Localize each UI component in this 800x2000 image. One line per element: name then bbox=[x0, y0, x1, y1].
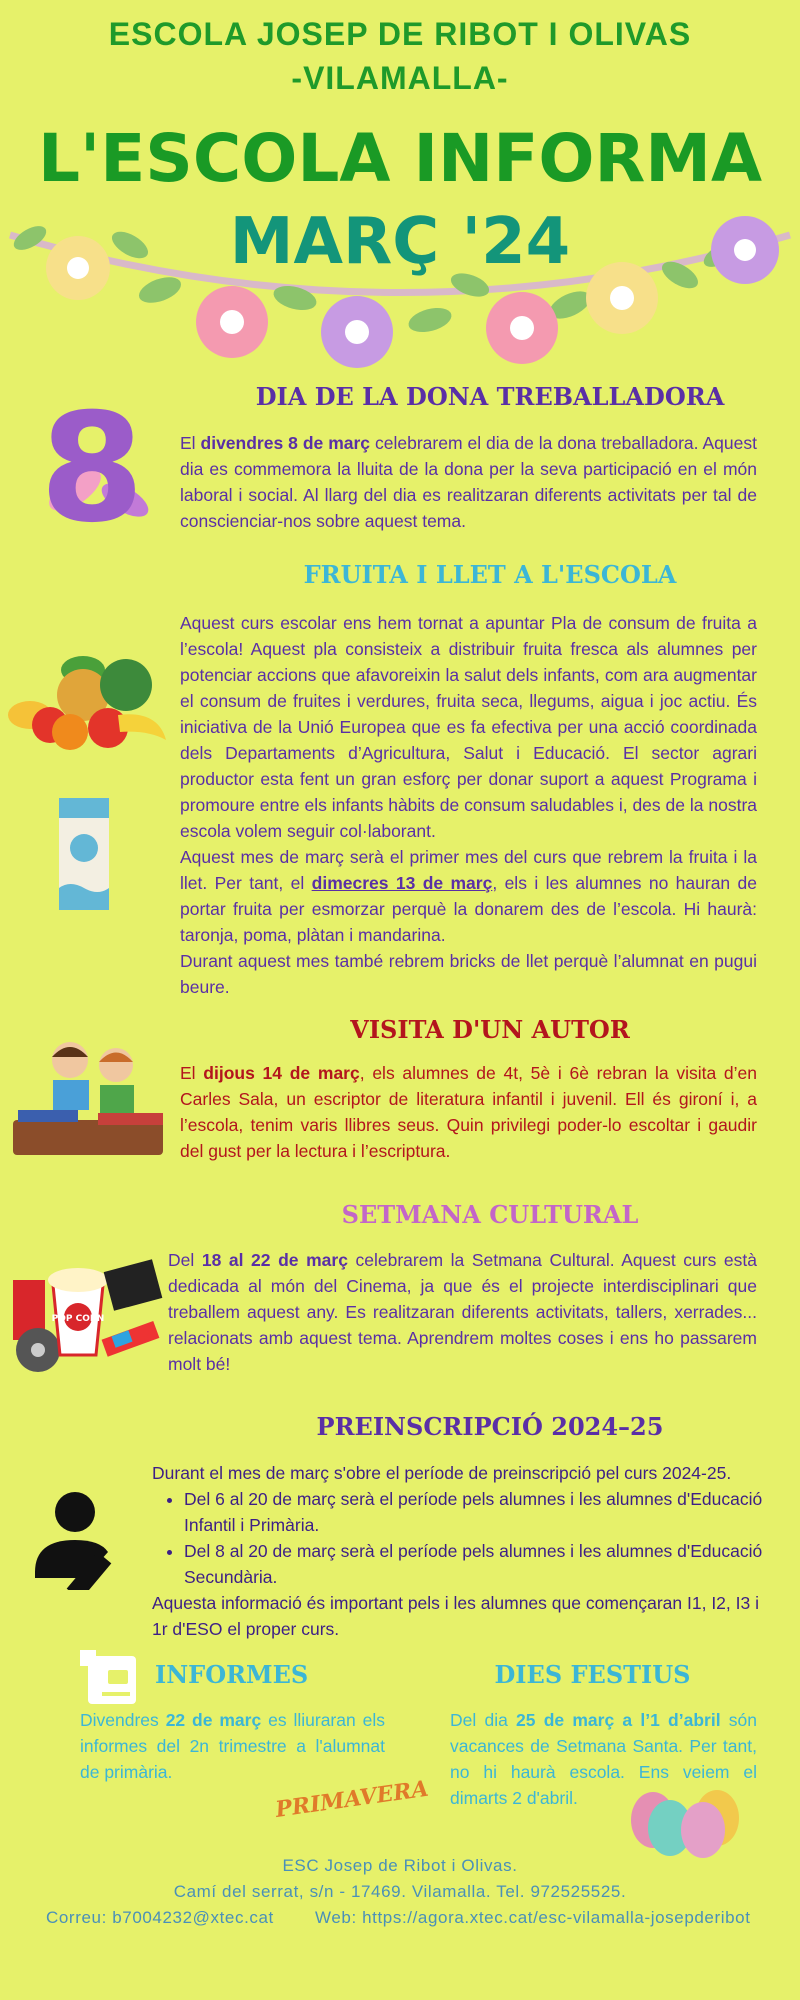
footer-address: Camí del serrat, s/n - 17469. Vilamalla. Tel. 972525525. bbox=[173, 1882, 627, 1901]
fruit-milk-text: Aquest curs escolar ens hem tornat a apuntar Pla de consum de fruita a l’escola! Aquest pla consisteix a distribuir fruita fresca als alumnes per potenciar accions que afavoreixin la salut dels infants, com ara augmentar el consum de fruites i verdures, fruita seca, llegums, aigua i joc actiu. És iniciativa de la Unió Europea que es fa efectiva per una acció coordinada dels Departaments d’Agricultura, Salut i Educació. El sector agrari productor esta fent un gran esforç per donar suport a aquest Programa i promoure entre els infants hàbits de consum saludables i, des de la nostra escola volem seguir col·laborant. Aquest mes de març serà el primer mes del curs que rebrem la fruita i la llet. Per tant, el dimecres 13 de març, els i les alumnes no hauran de portar fruita per esmorzar perquè la donarem des de l’escola. Hi haurà: taronja, poma, plàtan i mandarina. Durant aquest mes també rebrem bricks de llet perquè l’alumnat en pugui beure. bbox=[180, 613, 758, 997]
holidays-title: DIES FESTIUS bbox=[494, 1660, 691, 1689]
town-name: -VILAMALLA- bbox=[291, 60, 509, 96]
reports-title: INFORMES bbox=[155, 1660, 309, 1689]
school-name: ESCOLA JOSEP DE RIBOT I OLIVAS bbox=[108, 16, 692, 52]
eight-glyph: 8 bbox=[39, 395, 145, 535]
list-item: • Del 6 al 20 de març serà el període pels alumnes i les alumnes d'Educació Infantil i Primària. bbox=[184, 1486, 777, 1538]
holidays-text: Del dia 25 de març a l’1 d’abril són vacances de Setmana Santa. Per tant, no hi haurà escola. Ens veiem el dimarts 2 d'abril. bbox=[450, 1710, 757, 1808]
footer-web-link[interactable]: Web: https://agora.xtec.cat/esc-vilamalla-josepderibot bbox=[315, 1908, 751, 1927]
page-title: L'ESCOLA INFORMA bbox=[37, 120, 763, 197]
cultural-week-text: Del 18 al 22 de març celebrarem la Setmana Cultural. Aquest curs està dedicada al món del Cinema, ja que és el projecte interdisciplinari que treballem aquest any. Es realitzaran diferents activitats, tallers, xerrades... relacionats amb aquest tema. Aprendrem moltes coses i ens ho passarem molt bé! bbox=[168, 1250, 757, 1374]
report-document-icon bbox=[78, 1648, 140, 1706]
preregistration-title: PREINSCRIPCIÓ 2024–25 bbox=[316, 1412, 664, 1441]
milk-carton-icon bbox=[55, 788, 113, 913]
month-title: MARÇ '24 bbox=[229, 205, 571, 279]
popcorn-label: POP CORN bbox=[51, 1314, 105, 1324]
spring-logo: PRIMAVERA bbox=[273, 1775, 431, 1823]
easter-eggs-illustration bbox=[625, 1780, 745, 1860]
person-writing-icon bbox=[30, 1490, 135, 1590]
author-visit-title: VISITA D'UN AUTOR bbox=[350, 1015, 630, 1044]
author-visit-text: El dijous 14 de març, els alumnes de 4t, 5è i 6è rebran la visita d’en Carles Sala, un escriptor de literatura infantil i juvenil. Ell és gironí i, a l’escola, tenim varis llibres seus. Quin privilegi poder-lo escoltar i gaudir del gust per la lectura i l’escriptura. bbox=[180, 1063, 757, 1161]
reports-text: Divendres 22 de març es lliuraran els informes del 2n trimestre a l'alumnat de primària. bbox=[80, 1710, 385, 1782]
footer-school-name: ESC Josep de Ribot i Olivas. bbox=[282, 1856, 518, 1875]
children-reading-illustration bbox=[8, 1035, 173, 1165]
cinema-illustration bbox=[8, 1245, 163, 1375]
list-item: • Del 8 al 20 de març serà el període pels alumnes i les alumnes d'Educació Secundària. bbox=[184, 1538, 777, 1590]
fruit-basket-illustration bbox=[8, 640, 168, 750]
footer-email[interactable]: Correu: b7004232@xtec.cat bbox=[46, 1908, 274, 1927]
flower-yellow-1 bbox=[46, 236, 110, 300]
women-day-text: El divendres 8 de març celebrarem el dia de la dona treballadora. Aquest dia es commemora la lluita de la dona per la seva participació en el món laboral i social. Al llarg del dia es realitzaran diferents activitats per tal de conscienciar-nos sobre aquest tema. bbox=[180, 433, 757, 531]
cultural-week-title: SETMANA CULTURAL bbox=[341, 1200, 639, 1229]
preregistration-outro: Aquesta informació és important pels i les alumnes que començaran I1, I2, I3 i 1r d'ESO el proper curs. bbox=[152, 1593, 759, 1639]
preregistration-text bbox=[152, 1460, 777, 1642]
fruit-milk-title: FRUITA I LLET A L'ESCOLA bbox=[303, 560, 677, 589]
women-day-eight-illustration bbox=[30, 395, 160, 535]
women-day-title: DIA DE LA DONA TREBALLADORA bbox=[255, 382, 725, 411]
preregistration-list bbox=[152, 1486, 777, 1590]
flower-garland-illustration bbox=[0, 210, 800, 370]
preregistration-intro: Durant el mes de març s'obre el període de preinscripció pel curs 2024-25. bbox=[152, 1463, 732, 1483]
